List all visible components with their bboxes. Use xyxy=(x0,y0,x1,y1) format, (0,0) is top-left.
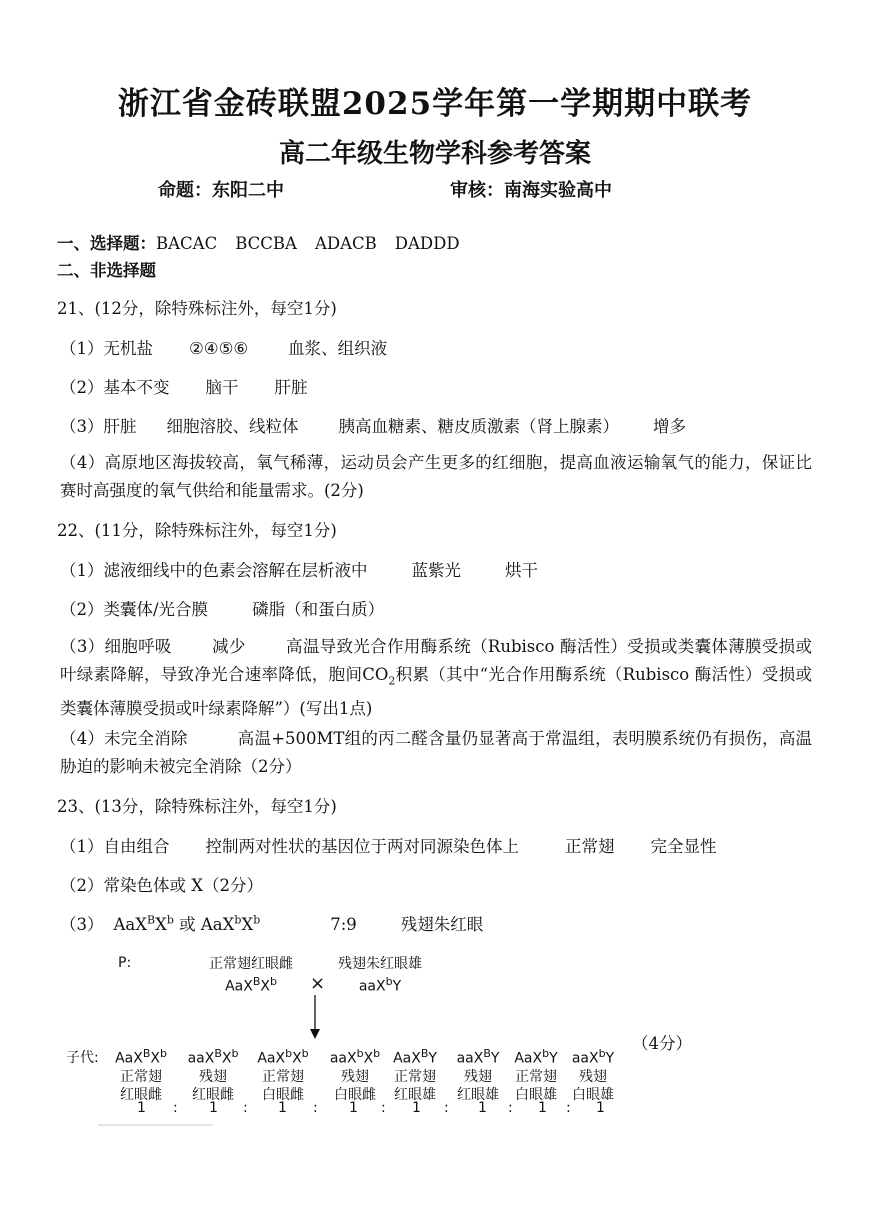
phenotype: 残翅 xyxy=(341,1068,369,1085)
q21-part1 xyxy=(60,335,387,359)
offspring-cell xyxy=(447,1045,509,1104)
phenotype: 红眼雌 xyxy=(120,1086,162,1103)
parent-female xyxy=(196,955,306,996)
ratio-value: 1 xyxy=(209,1100,218,1116)
phenotype: 正常翅 xyxy=(120,1068,162,1085)
q22-part1 xyxy=(60,557,538,581)
answer-text: ②④⑤⑥ xyxy=(189,339,249,358)
answer-group: BACAC xyxy=(156,234,218,253)
ratio-separator: : xyxy=(508,1100,513,1116)
offspring-label: 子代: xyxy=(66,1050,99,1066)
phenotype: 残翅 xyxy=(199,1068,227,1085)
co2-subscript: 2 xyxy=(388,674,396,688)
answer-text: （1）无机盐 xyxy=(60,339,153,358)
answer-text: （1）滤液细线中的色素会溶解在层析液中 xyxy=(60,561,368,580)
ratio-separator: : xyxy=(444,1100,449,1116)
ratio-value: 1 xyxy=(349,1100,358,1116)
offspring-cell xyxy=(250,1045,316,1104)
answer-text: （3）肝脏 xyxy=(60,417,137,436)
genotype: AaX$^b$Y xyxy=(514,1047,558,1067)
ratio-value: 1 xyxy=(278,1100,287,1116)
answer-text: 胰高血糖素、糖皮质激素（肾上腺素） xyxy=(338,417,619,436)
phenotype: 正常翅 xyxy=(394,1068,436,1085)
ratio-separator: : xyxy=(566,1100,571,1116)
answer-group: DADDD xyxy=(394,234,460,253)
genotype: $aaX^bX^b$ xyxy=(329,1047,381,1067)
document-title: 浙江省金砖联盟2025学年第一学期期中联考 xyxy=(117,86,753,122)
answer-text: 高温导致光合作用酶系统（Rubisco 酶活性）受损或类囊体薄膜受损或叶绿素降解，导致净光合速率降低，胞间 xyxy=(60,637,812,684)
phenotype: 残翅朱红眼雄 xyxy=(338,956,422,972)
q22-part4 xyxy=(60,725,812,781)
answer-text: （2）类囊体/光合膜 xyxy=(60,600,209,619)
genotype: aaX$^b$Y xyxy=(358,975,402,995)
offspring-cell xyxy=(562,1045,624,1104)
genotype: $AaX^bX^b$ xyxy=(257,1047,309,1067)
q21-part2 xyxy=(60,374,308,398)
phenotype: 白眼雌 xyxy=(262,1086,304,1103)
genotype: $AaX^BX^b$ xyxy=(113,913,174,934)
genotype: aaX$^B$Y xyxy=(456,1047,500,1067)
offspring-cell xyxy=(108,1045,174,1104)
q23-part2: （2）常染色体或 X（2分） xyxy=(60,876,263,895)
answer-text: 血浆、组织液 xyxy=(288,339,388,358)
phenotype: 白眼雄 xyxy=(515,1086,557,1103)
parent-male xyxy=(325,955,435,996)
answer-text: （1）自由组合 xyxy=(60,837,170,856)
ratio-value: 1 xyxy=(412,1100,421,1116)
ratio-separator: : xyxy=(313,1100,318,1116)
divider xyxy=(98,1124,213,1126)
ratio-value: 1 xyxy=(538,1100,547,1116)
cross-sign: × xyxy=(310,973,326,994)
co2-formula: CO xyxy=(362,665,389,684)
answer-text: 蓝紫光 xyxy=(411,561,461,580)
ratio-text: 7:9 xyxy=(330,915,357,934)
genotype: $aaX^BX^b$ xyxy=(187,1047,239,1067)
answer-text: 磷脂（和蛋白质） xyxy=(252,600,385,619)
ratio-value: 1 xyxy=(137,1100,146,1116)
section-choice-label: 一、选择题： xyxy=(57,234,156,253)
answer-text: 细胞溶胶、线粒体 xyxy=(166,417,299,436)
answer-text: 正常翅 xyxy=(565,837,615,856)
offspring-cell xyxy=(180,1045,246,1104)
score-note: （4分） xyxy=(632,1034,692,1053)
q23-part3 xyxy=(60,911,483,935)
ratio-value: 1 xyxy=(478,1100,487,1116)
ratio-value: 1 xyxy=(596,1100,605,1116)
section-nonchoice-label: 二、非选择题 xyxy=(57,261,156,280)
answer-text: 完全显性 xyxy=(650,837,717,856)
genotype: $AaX^BX^b$ xyxy=(225,975,277,995)
answer-text: 残翅朱红眼 xyxy=(400,915,484,934)
answer-text: 积累（其中“光合作用酶系统（Rubisco 酶活性）受损或类囊体薄膜受损或叶绿素降解”）(写出1点) xyxy=(60,665,812,719)
answer-text: 脑干 xyxy=(205,378,239,397)
answer-text: 控制两对性状的基因位于两对同源染色体上 xyxy=(205,837,519,856)
phenotype: 红眼雄 xyxy=(394,1086,436,1103)
genotype: AaX$^B$Y xyxy=(393,1047,437,1067)
q22-part2 xyxy=(60,596,384,620)
phenotype: 红眼雄 xyxy=(457,1086,499,1103)
answer-text: 增多 xyxy=(653,417,686,436)
offspring-cell xyxy=(322,1045,388,1104)
q22-part3 xyxy=(60,633,812,723)
answer-text: 或 xyxy=(179,915,196,934)
q21-heading: 21、(12分，除特殊标注外，每空1分) xyxy=(57,299,337,318)
answer-text: （4）未完全消除 xyxy=(60,729,188,748)
answer-text: 减少 xyxy=(211,637,246,656)
phenotype: 白眼雌 xyxy=(334,1086,376,1103)
author-label: 命题：东阳二中 xyxy=(158,180,284,201)
q21-part3 xyxy=(60,413,686,437)
genotype: $AaX^bX^b$ xyxy=(200,913,261,934)
answer-text: （3）细胞呼吸 xyxy=(60,637,172,656)
ratio-separator: : xyxy=(173,1100,178,1116)
reviewer-label: 审核：南海实验高中 xyxy=(450,180,612,201)
phenotype: 正常翅 xyxy=(515,1068,557,1085)
p-generation-label: P: xyxy=(118,955,132,971)
answer-text: （2）基本不变 xyxy=(60,378,170,397)
arrow-down-icon xyxy=(305,995,325,1040)
ratio-separator: : xyxy=(243,1100,248,1116)
phenotype: 正常翅红眼雌 xyxy=(209,956,293,972)
q23-heading: 23、(13分，除特殊标注外，每空1分) xyxy=(57,797,337,816)
genotype: aaX$^b$Y xyxy=(571,1047,615,1067)
phenotype: 白眼雄 xyxy=(572,1086,614,1103)
answer-group: ADACB xyxy=(314,234,377,253)
section-choice xyxy=(57,230,460,254)
answer-group: BCCBA xyxy=(235,234,297,253)
offspring-cell xyxy=(505,1045,567,1104)
genotype: $AaX^BX^b$ xyxy=(115,1047,167,1067)
answer-text: 烘干 xyxy=(505,561,538,580)
q21-part4: （4）高原地区海拔较高，氧气稀薄，运动员会产生更多的红细胞，提高血液运输氧气的能力，保证比赛时高强度的氧气供给和能量需求。(2分) xyxy=(60,453,812,500)
answer-text: （3） xyxy=(60,915,104,934)
offspring-cell xyxy=(384,1045,446,1104)
document-subtitle: 高二年级生物学科参考答案 xyxy=(278,139,591,169)
q22-heading: 22、(11分，除特殊标注外，每空1分) xyxy=(57,521,337,540)
ratio-separator: : xyxy=(381,1100,386,1116)
phenotype: 红眼雌 xyxy=(192,1086,234,1103)
phenotype: 残翅 xyxy=(579,1068,607,1085)
answer-text: 肝脏 xyxy=(274,378,308,397)
phenotype: 正常翅 xyxy=(262,1068,304,1085)
phenotype: 残翅 xyxy=(464,1068,492,1085)
q23-part1 xyxy=(60,833,717,857)
answer-text: 高温+500MT组的丙二醛含量仍显著高于常温组，表明膜系统仍有损伤，高温胁迫的影响未被完全消除（2分） xyxy=(60,729,813,776)
